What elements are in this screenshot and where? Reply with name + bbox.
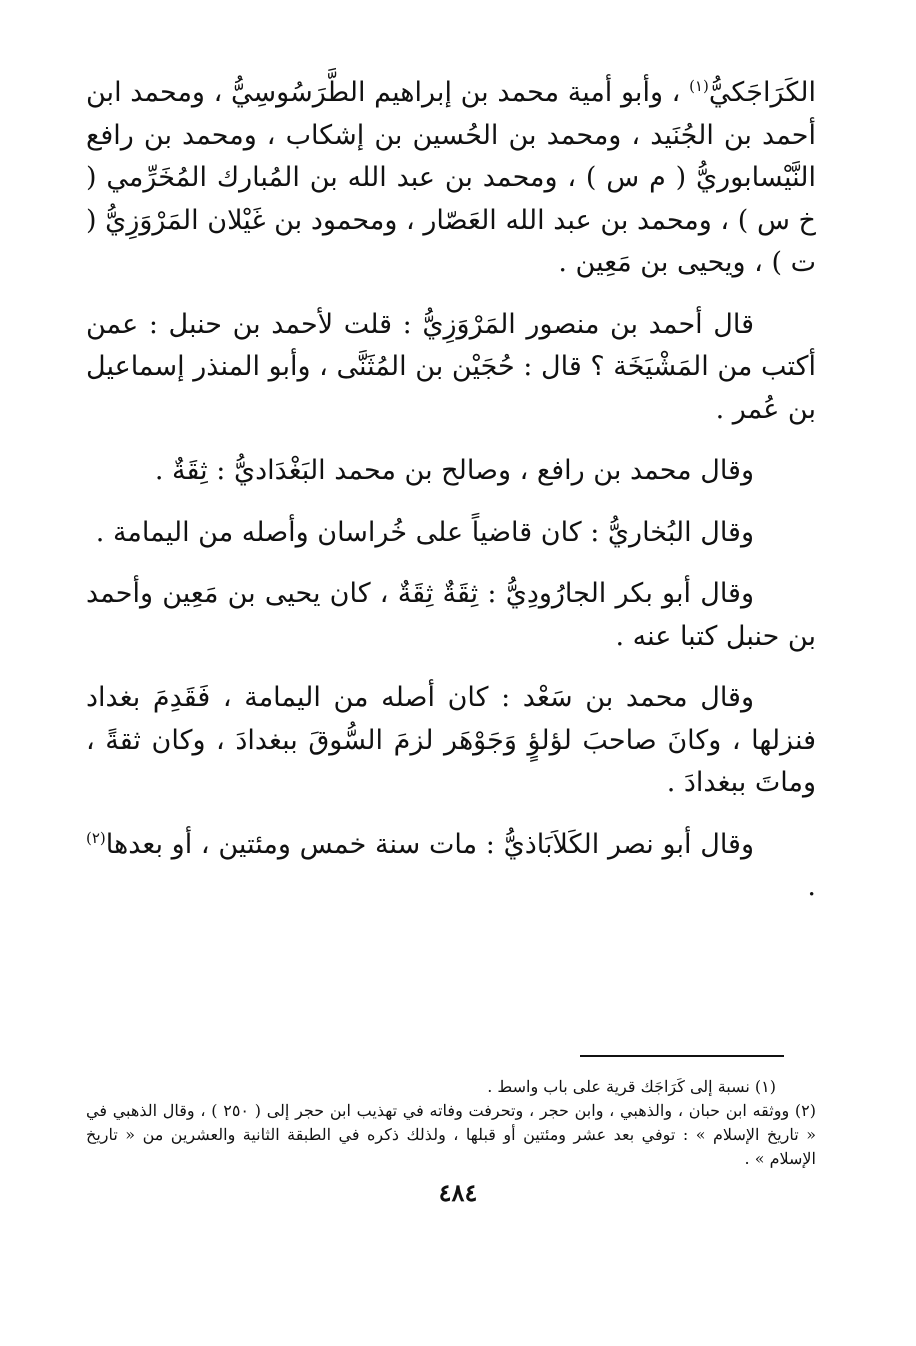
paragraph-1-opening: الكَرَاجَكيُّ [708, 77, 816, 108]
biography-paragraph-4: وقال البُخاريُّ : كان قاضياً على خُراسان وأصله من اليمامة . [95, 516, 754, 548]
biography-paragraph-7 [86, 824, 816, 909]
page-number: ٤٨٤ [438, 1178, 478, 1207]
footnote-reference-2: (٢) [86, 828, 106, 847]
biography-paragraph-6: وقال محمد بن سَعْد : كان أصله من اليمامة ، فَقَدِمَ بغداد فنزلها ، وكانَ صاحبَ لؤلؤٍ وَجَوْهَر لزمَ السُّوقَ ببغدادَ ، وكان ثقةً ، وماتَ ببغدادَ . [86, 682, 816, 798]
paragraph-7-text: وقال أبو نصر الكَلاَبَاذيُّ : مات سنة خمس ومئتين ، أو بعدها [105, 828, 754, 860]
footnotes [86, 1075, 816, 1171]
footnote-separator [580, 1055, 784, 1057]
biography-paragraph-2: قال أحمد بن منصور المَرْوَزِيُّ : قلت لأحمد بن حنبل : عمن أكتب من المَشْيَخَة ؟ قال : حُجَيْن بن المُثَنَّى ، وأبو المنذر إسماعيل بن عُمر . [86, 308, 816, 425]
paragraph-1-continuation: ، وأبو أمية محمد بن إبراهيم الطَّرَسُوسِيُّ ، ومحمد ابن أحمد بن الجُنَيد ، ومحمد بن الحُسين بن إشكاب ، ومحمد بن رافع النَّيْسابوريُّ ( م س ) ، ومحمد بن عبد الله بن المُبارك المُخَرِّمي ( خ س ) ، ومحمد بن عبد الله العَصّار ، ومحمود بن غَيْلان المَرْوَزِيُّ ( ت ) ، ويحيى بن مَعِين . [86, 77, 816, 278]
footnote-reference-1: (١) [689, 77, 709, 95]
book-page [86, 72, 816, 1292]
paragraph-7-ending: . [807, 871, 816, 902]
footnote-1: (١) نسبة إلى كَرَاجَك قرية على باب واسط . [487, 1077, 776, 1096]
biography-paragraph-3: وقال محمد بن رافع ، وصالح بن محمد البَغْدَاديُّ : ثِقَةٌ . [154, 455, 754, 486]
biography-paragraph-5: وقال أبو بكر الجارُودِيُّ : ثِقَةٌ ثِقَةٌ ، كان يحيى بن مَعِين وأحمد بن حنبل كتبا عنه . [86, 578, 816, 652]
biography-paragraph-1 [86, 72, 816, 285]
main-text [86, 72, 816, 909]
footnote-2: (٢) ووثقه ابن حبان ، والذهبي ، وابن حجر ، وتحرفت وفاته في تهذيب ابن حجر إلى ( ٢٥٠ ) ، وقال الذهبي في « تاريخ الإسلام » : توفي بعد عشر ومئتين أو قبلها ، ولذلك ذكره في الطبقة الثانية والعشرين من « تاريخ الإسلام » . [86, 1101, 816, 1168]
